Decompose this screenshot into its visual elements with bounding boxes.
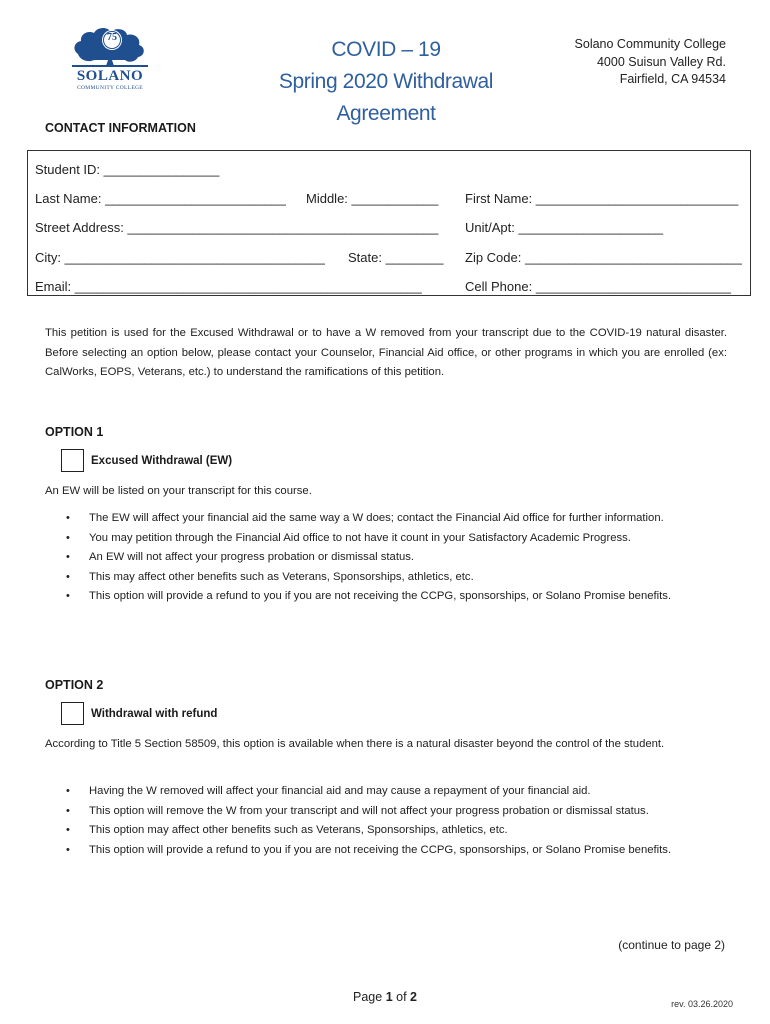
list-item: • The EW will affect your financial aid the same way a W does; contact the Financial Aid office for further information.	[45, 509, 727, 529]
college-address	[575, 36, 726, 89]
title-line-2: Spring 2020 Withdrawal	[278, 70, 494, 93]
list-item: • This option will provide a refund to you if you are not receiving the CCPG, sponsorships, or Solano Promise benefits.	[45, 587, 727, 607]
bullet-icon: •	[66, 531, 70, 544]
unit-apt-field[interactable]: Unit/Apt: ____________________	[465, 220, 664, 235]
email-field[interactable]: Email: ________________________________________________	[35, 279, 422, 294]
bullet-icon: •	[66, 824, 70, 836]
address-line-2: 4000 Suisun Valley Rd.	[596, 54, 726, 69]
list-item: • Having the W removed will affect your financial aid and may cause a repayment of your financial aid.	[45, 782, 727, 802]
option-1-bullet-list	[45, 509, 727, 607]
bullet-icon: •	[66, 590, 70, 602]
contact-box	[27, 150, 751, 296]
revision-date: rev. 03.26.2020	[671, 999, 733, 1009]
list-item: • This option will remove the W from your transcript and will not affect your progress probation or dismissal status.	[45, 802, 727, 822]
first-name-field[interactable]: First Name: ____________________________	[465, 191, 739, 206]
bullet-icon: •	[66, 512, 70, 524]
oak-tree-icon	[70, 24, 150, 68]
last-name-field[interactable]: Last Name: _________________________	[35, 191, 286, 206]
logo-subtitle: COMMUNITY COLLEGE	[77, 85, 143, 91]
bullet-icon: •	[66, 843, 70, 856]
intro-paragraph: This petition is used for the Excused Withdrawal or to have a W removed from your transcript due to the COVID-19 natural disaster. Before selecting an option below, please contact your Counselor, Financial Aid office, or other programs in which you are enrolled (ex: CalWorks, EOPS, Veterans, etc.) to understand the ramifications of this petition.	[45, 327, 727, 378]
option-2-label: Withdrawal with refund	[91, 708, 218, 720]
state-field[interactable]: State: ________	[348, 250, 444, 265]
page-number: Page 1 of 2	[353, 990, 417, 1004]
option-1-heading: OPTION 1	[45, 425, 104, 439]
cell-phone-field[interactable]: Cell Phone: ___________________________	[465, 279, 732, 294]
logo-name: SOLANO	[76, 68, 144, 84]
list-item: • An EW will not affect your progress probation or dismissal status.	[45, 548, 727, 568]
bullet-icon: •	[66, 570, 70, 583]
zip-code-field[interactable]: Zip Code: ______________________________	[465, 250, 742, 265]
address-line-3: Fairfield, CA 94534	[619, 72, 726, 86]
list-item: • This may affect other benefits such as Veterans, Sponsorships, athletics, etc.	[45, 568, 727, 588]
title-line-1: COVID – 19	[331, 38, 441, 61]
contact-heading: CONTACT INFORMATION	[45, 121, 196, 135]
list-item: • This option will provide a refund to you if you are not receiving the CCPG, sponsorships, or Solano Promise benefits.	[45, 841, 727, 861]
continue-note: (continue to page 2)	[618, 938, 725, 952]
address-line-1: Solano Community College	[574, 37, 726, 51]
option-2-description: According to Title 5 Section 58509, this option is available when there is a natural disaster beyond the control of the student.	[45, 738, 665, 750]
option-2-heading: OPTION 2	[45, 678, 104, 692]
bullet-icon: •	[66, 804, 70, 817]
bullet-icon: •	[66, 551, 70, 563]
option-1-checkbox[interactable]	[61, 449, 84, 472]
option-2-bullet-list	[45, 782, 727, 860]
anniversary-badge: 75	[107, 32, 117, 43]
option-1-label: Excused Withdrawal (EW)	[91, 455, 233, 467]
middle-name-field[interactable]: Middle: ____________	[306, 191, 439, 206]
bullet-icon: •	[66, 785, 70, 797]
list-item: • You may petition through the Financial Aid office to not have it count in your Satisfactory Academic Progress.	[45, 529, 727, 549]
student-id-field[interactable]: Student ID: ________________	[35, 162, 220, 177]
city-field[interactable]: City: ____________________________________	[35, 250, 325, 265]
list-item: • This option may affect other benefits such as Veterans, Sponsorships, athletics, etc.	[45, 821, 727, 841]
street-address-field[interactable]: Street Address: ___________________________________________	[35, 220, 439, 235]
option-2-checkbox[interactable]	[61, 702, 84, 725]
option-1-description: An EW will be listed on your transcript for this course.	[45, 485, 312, 497]
title-line-3: Agreement	[336, 102, 436, 125]
college-logo	[70, 24, 150, 96]
document-title	[262, 34, 510, 130]
